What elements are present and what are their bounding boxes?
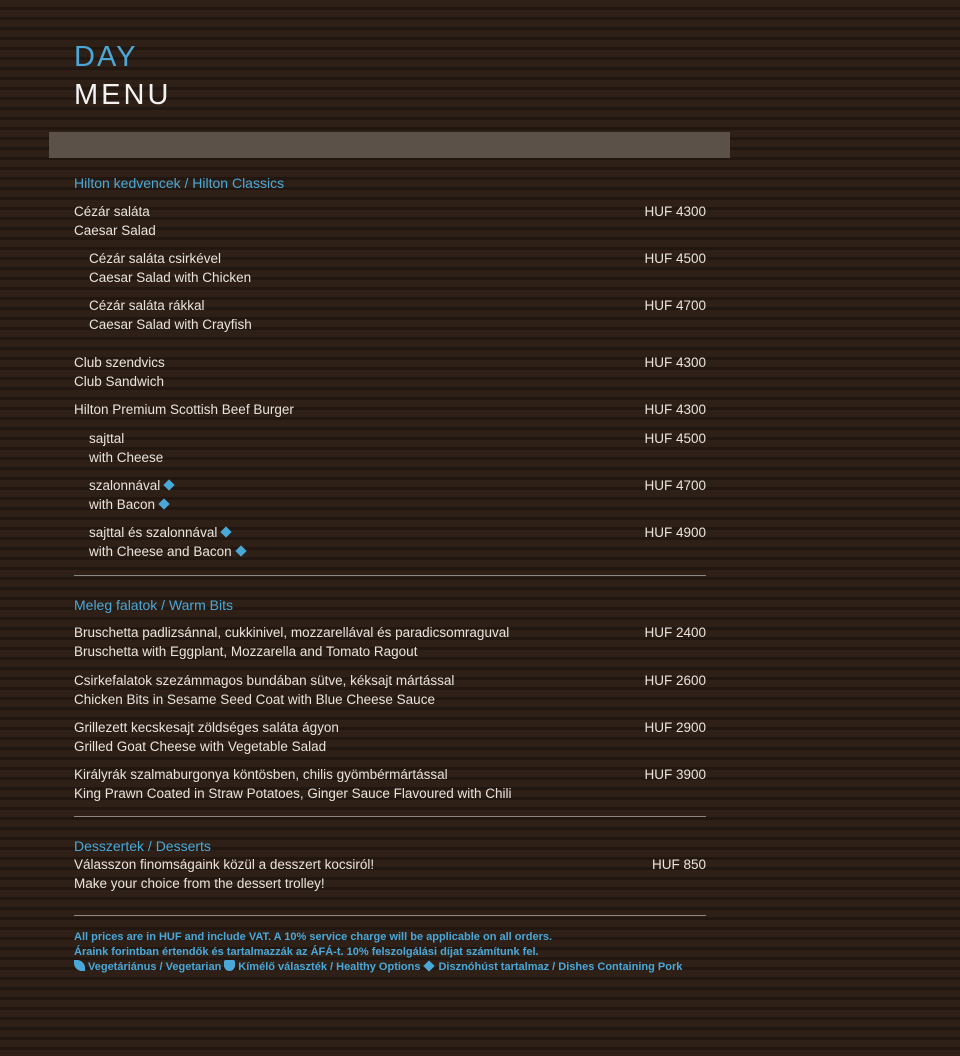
item-name-hu: Királyrák szalmaburgonya köntösben, chilis gyömbérmártással: [74, 767, 448, 782]
item-name-hu: szalonnával: [89, 478, 161, 493]
item-name-en: with Bacon: [89, 497, 156, 512]
item-price: HUF 4900: [644, 525, 706, 540]
section-warm: [74, 596, 706, 806]
menu-item: [74, 623, 706, 661]
item-name-hu: Club szendvics: [74, 355, 165, 370]
pork-icon: [164, 479, 175, 490]
item-price: HUF 4500: [644, 431, 706, 446]
legend-pork: Disznóhúst tartalmaz / Dishes Containing Pork: [438, 961, 683, 973]
divider: [74, 915, 706, 916]
healthy-heart-icon: [224, 960, 235, 971]
footer-vat-hu: Áraink forintban értendők és tartalmazzák az ÁFÁ-t. 10% felszolgálási díjat számítunk fel.: [74, 946, 539, 958]
item-name-hu: Cézár saláta: [74, 204, 150, 219]
section-title-desserts: Desszertek / Desserts: [74, 838, 211, 854]
item-price: HUF 2400: [644, 625, 706, 640]
item-price: HUF 850: [651, 857, 706, 872]
divider: [74, 816, 706, 817]
menu-item: [89, 296, 706, 334]
item-name-hu: Csirkefalatok szezámmagos bundában sütve, kéksajt mártással: [74, 673, 455, 688]
item-price: HUF 2900: [644, 720, 706, 735]
item-name-en: Grilled Goat Cheese with Vegetable Salad: [74, 739, 327, 754]
item-name-en: Bruschetta with Eggplant, Mozzarella and Tomato Ragout: [74, 644, 418, 659]
item-name-hu: Hilton Premium Scottish Beef Burger: [74, 402, 294, 417]
item-price: HUF 4300: [644, 355, 706, 370]
item-name-en: Chicken Bits in Sesame Seed Coat with Blue Cheese Sauce: [74, 692, 435, 707]
menu-item: [74, 202, 706, 240]
item-price: HUF 4500: [644, 251, 706, 266]
divider: [74, 575, 706, 576]
section-title-warm: Meleg falatok / Warm Bits: [74, 597, 233, 613]
legend-healthy: Kímélő választék / Healthy Options: [238, 961, 421, 973]
legend-vegetarian: Vegetáriánus / Vegetarian: [88, 961, 222, 973]
item-name-hu: Cézár saláta csirkével: [89, 251, 222, 266]
menu-item: [74, 400, 706, 419]
item-name-en: Club Sandwich: [74, 374, 165, 389]
item-price: HUF 4700: [644, 298, 706, 313]
item-price: HUF 4700: [644, 478, 706, 493]
item-price: HUF 4300: [644, 204, 706, 219]
item-name-hu: Válasszon finomságaink közül a desszert kocsiról!: [74, 857, 375, 872]
vegetarian-leaf-icon: [74, 960, 85, 971]
menu-item: [74, 671, 706, 709]
item-name-hu: sajttal: [89, 431, 125, 446]
menu-item: [74, 765, 706, 803]
section-desserts: [74, 837, 706, 897]
pork-icon: [424, 960, 435, 971]
title-menu: MENU: [74, 79, 172, 111]
item-name-hu: sajttal és szalonnával: [89, 525, 218, 540]
item-name-en: Caesar Salad: [74, 223, 156, 238]
menu-item: [74, 855, 706, 893]
item-price: HUF 4300: [644, 402, 706, 417]
footer-legend: [74, 960, 682, 975]
menu-item: [74, 353, 706, 391]
menu-item: [74, 718, 706, 756]
item-name-hu: Bruschetta padlizsánnal, cukkinivel, mozzarellával és paradicsomraguval: [74, 625, 510, 640]
section-classics: [74, 174, 706, 564]
footer-vat-en: All prices are in HUF and include VAT. A 10% service charge will be applicable on all orders.: [74, 931, 553, 943]
item-price: HUF 3900: [644, 767, 706, 782]
pork-icon: [221, 526, 232, 537]
item-name-en: King Prawn Coated in Straw Potatoes, Ginger Sauce Flavoured with Chili: [74, 786, 512, 801]
title-day: DAY: [74, 41, 138, 73]
menu-item: [89, 523, 706, 561]
menu-item: [89, 429, 706, 467]
item-price: HUF 2600: [644, 673, 706, 688]
item-name-hu: Grillezett kecskesajt zöldséges saláta ágyon: [74, 720, 339, 735]
item-name-en: Make your choice from the dessert trolley!: [74, 876, 325, 891]
header-bar: [49, 132, 730, 158]
item-name-en: Caesar Salad with Chicken: [89, 270, 252, 285]
item-name-en: Caesar Salad with Crayfish: [89, 317, 252, 332]
item-name-en: with Cheese and Bacon: [89, 544, 232, 559]
section-title-classics: Hilton kedvencek / Hilton Classics: [74, 175, 285, 191]
pork-icon: [158, 498, 169, 509]
item-name-hu: Cézár saláta rákkal: [89, 298, 205, 313]
pork-icon: [235, 545, 246, 556]
menu-item: [89, 476, 706, 514]
menu-item: [89, 249, 706, 287]
item-name-en: with Cheese: [89, 450, 164, 465]
